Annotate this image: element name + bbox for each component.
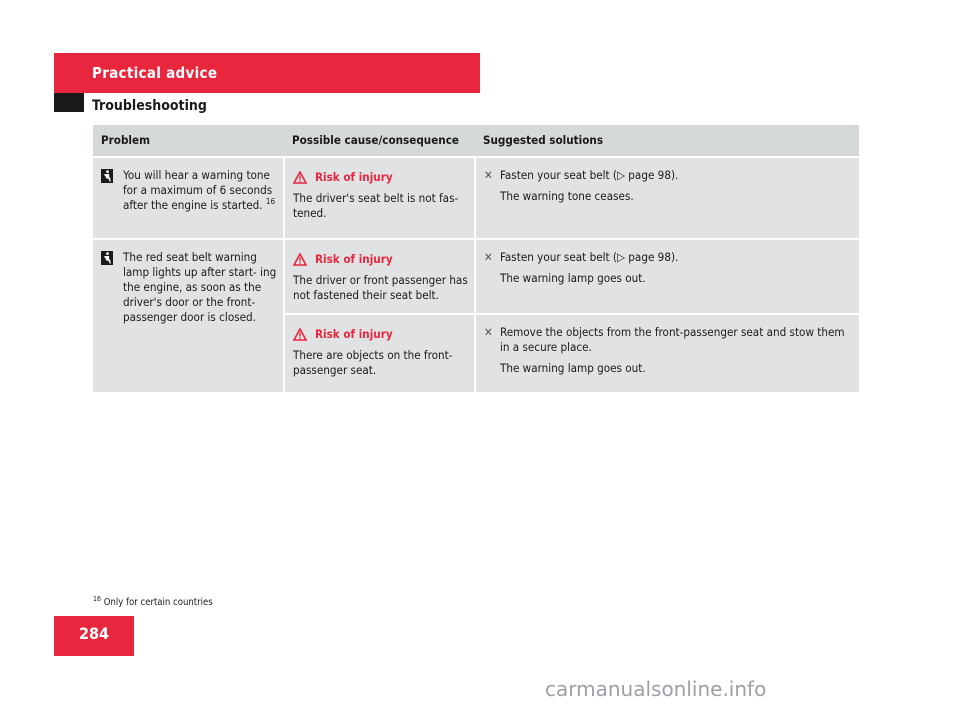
warning-triangle-icon	[293, 253, 307, 266]
cause-cell	[284, 239, 475, 314]
cause-text: The driver or front passenger has not fastened their seat belt.	[292, 273, 468, 302]
problem-description: You will hear a warning tone for a maximum of 6 seconds after the engine is started.	[123, 168, 273, 212]
header-solutions: Suggested solutions	[475, 125, 859, 157]
footnote-ref: 16	[265, 197, 276, 207]
troubleshooting-table	[93, 125, 859, 392]
problem-cell	[93, 239, 284, 392]
header-cause: Possible cause/consequence	[284, 125, 475, 157]
solution-cell	[475, 239, 859, 314]
arrow-right-icon: ✕	[483, 250, 493, 264]
footnote-text: Only for certain countries	[103, 597, 213, 608]
risk-title: Risk of injury	[314, 252, 393, 266]
table-row	[93, 157, 859, 239]
seat-belt-warning-icon	[101, 251, 113, 265]
cause-text: The driver's seat belt is not fas- tened.	[292, 191, 459, 220]
header-problem: Problem	[93, 125, 284, 157]
solution-cell	[475, 157, 859, 239]
footnote-number: 16	[93, 594, 102, 603]
warning-triangle-icon	[293, 328, 307, 341]
page-number: 284	[78, 624, 110, 643]
cause-text: There are objects on the front- passenger seat.	[292, 348, 453, 377]
solution-result: The warning tone ceases.	[499, 189, 634, 203]
solution-text: Fasten your seat belt (▷ page 98).	[499, 168, 679, 182]
subsection-title: Troubleshooting	[92, 98, 207, 114]
cause-cell	[284, 314, 475, 392]
problem-cell	[93, 157, 284, 239]
problem-description: The red seat belt warning lamp lights up after start- ing the engine, as soon as the driver's door or the front-passenger door is closed.	[123, 250, 277, 324]
solution-cell	[475, 314, 859, 392]
arrow-right-icon: ✕	[483, 325, 493, 339]
cause-cell	[284, 157, 475, 239]
table-header-row	[93, 125, 859, 157]
solution-text: Fasten your seat belt (▷ page 98).	[499, 250, 679, 264]
watermark: carmanualsonline.info	[545, 677, 767, 701]
table-row	[93, 239, 859, 314]
warning-triangle-icon	[293, 171, 307, 184]
arrow-right-icon: ✕	[483, 168, 493, 182]
solution-result: The warning lamp goes out.	[499, 361, 646, 375]
section-title: Practical advice	[92, 64, 218, 82]
footnote	[93, 594, 213, 608]
problem-text	[123, 168, 277, 213]
risk-title: Risk of injury	[314, 327, 393, 341]
section-marker	[54, 93, 84, 112]
solution-result: The warning lamp goes out.	[499, 271, 646, 285]
seat-belt-warning-icon	[101, 169, 113, 183]
solution-text: Remove the objects from the front-passenger seat and stow them in a secure place.	[499, 325, 845, 354]
risk-title: Risk of injury	[314, 170, 393, 184]
